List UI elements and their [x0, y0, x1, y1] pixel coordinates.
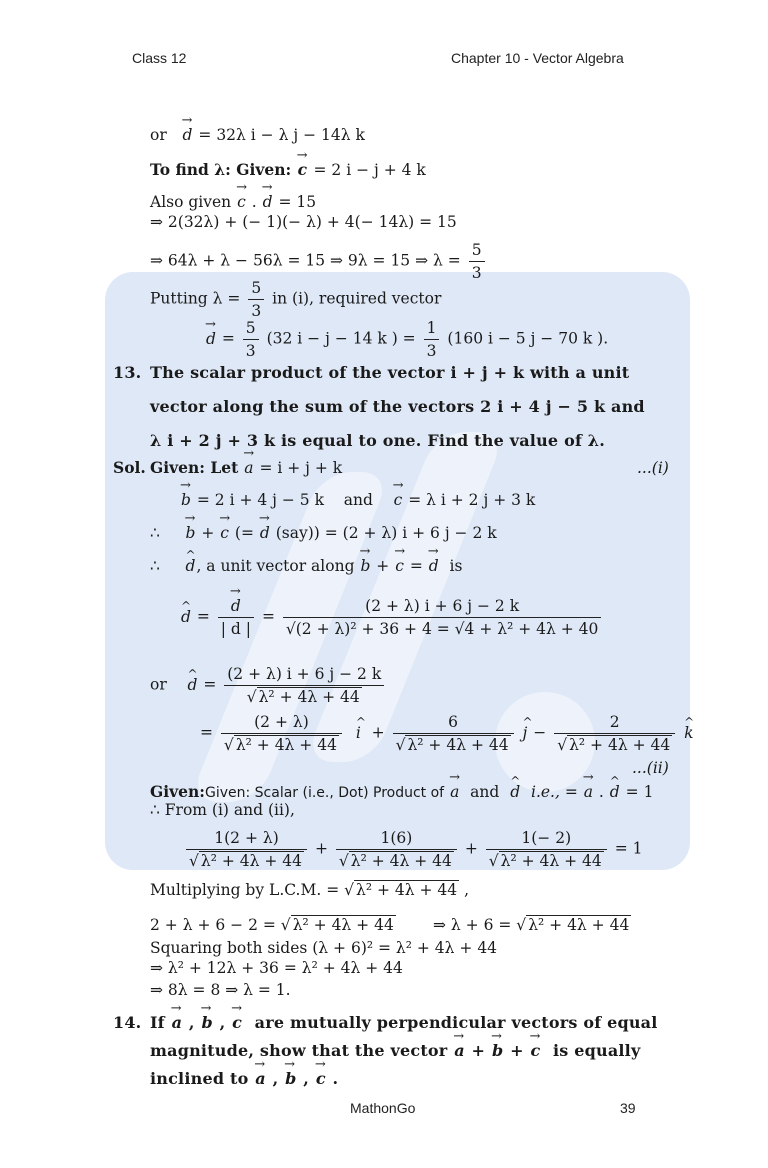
given-scalar-line: Given:Given: Scalar (i.e., Dot) Product of → a and ^ d i.e., = → a . ^ d = 1: [150, 782, 653, 803]
header-chapter: Chapter 10 - Vector Algebra: [451, 50, 624, 66]
given-a-line: Given: Let → a = i + j + k: [150, 458, 342, 478]
squaring-line: Squaring both sides (λ + 6)² = λ² + 4λ + 44: [150, 939, 498, 957]
d-hat-components: = $\frac{(2 + \lambda)}{\text{√ λ² + 4λ + 44}}$ ^ i + $\frac{6}{\text{√ λ² + 4λ + 44}}$ ^ j − $\frac{2}{\text{√ λ² + 4λ + 44}}$ ^ k: [200, 712, 695, 755]
q14-line2: magnitude, show that the vector → a + → b + → c is equally: [150, 1040, 640, 1062]
d-hat-simplified: or ^ d = $\frac{(2 + \lambda) i + 6 j - 2 k}{\text{√ λ² + 4λ + 44}}$: [150, 664, 387, 707]
lambda-solve-line: ⇒ 64λ + λ − 56λ = 15 ⇒ 9λ = 15 ⇒ λ = $\frac{5}{3}$: [150, 240, 488, 283]
given-bc-line: → b = 2 i + 4 j − 5 k and → c = λ i + 2 j + 3 k: [180, 490, 535, 510]
q13-line1: The scalar product of the vector i + j + k with a unit: [150, 363, 630, 382]
expanded-line: ⇒ λ² + 12λ + 36 = λ² + 4λ + 44: [150, 959, 403, 977]
lambda-plus-six-rhs: ⇒ λ + 6 = √ λ² + 4λ + 44: [433, 916, 630, 934]
q14-line3: inclined to → a , → b , → c .: [150, 1068, 338, 1090]
expand-line: ⇒ 2(32λ) + (− 1)(− λ) + 4(− 14λ) = 15: [150, 213, 457, 231]
lambda-plus-six-line: 2 + λ + 6 − 2 = √ λ² + 4λ + 44: [150, 916, 394, 934]
ref-ii: ...(ii): [632, 759, 669, 777]
d-hat-def-line: ^ d = → $\frac{d}{| d |}$ = $\frac{(2 + \lambda) i + 6 j - 2 k}{\text{√(2 + λ)² + 36 + 4 = √4 + λ² + 4λ + 40}}$: [180, 596, 604, 639]
answer-line: ⇒ 8λ = 8 ⇒ λ = 1.: [150, 981, 291, 999]
q13-line3: λ i + 2 j + 3 k is equal to one. Find the value of λ.: [150, 431, 605, 450]
find-lambda-line: To find λ: Given: → c = 2 i − j + 4 k: [150, 160, 426, 180]
putting-lambda-line: Putting λ = $\frac{5}{3}$ in (i), required vector: [150, 279, 442, 320]
sol-label: Sol.: [113, 458, 146, 477]
also-given-line: Also given → c . → d = 15: [150, 192, 316, 212]
ref-i: ...(i): [637, 459, 669, 477]
multiply-lcm-line: Multiplying by L.C.M. = √ λ² + 4λ + 44 ,: [150, 881, 470, 899]
page-number: 39: [620, 1100, 636, 1116]
dot-product-equation: $\frac{1(2 + \lambda)}{\text{√ λ² + 4λ + 44}}$ + $\frac{1(6)}{\text{√ λ² + 4λ + 44}}$ + $\frac{1(- 2)}{\text{√ λ² + 4λ + 44}}$ = 1: [183, 828, 643, 871]
from-line: ∴ From (i) and (ii),: [150, 801, 295, 819]
footer-brand: MathonGo: [350, 1100, 416, 1116]
unit-vector-line: ∴ ^ d, a unit vector along → b + → c = → d is: [150, 556, 462, 576]
header-class: Class 12: [132, 50, 187, 66]
q14-number: 14.: [113, 1013, 142, 1032]
b-plus-c-line: ∴ → b + → c (= → d (say)) = (2 + λ) i + 6 j − 2 k: [150, 523, 497, 543]
required-vector-line: → d = $\frac{5}{3}$ (32 i − j − 14 k ) = $\frac{1}{3}$ (160 i − 5 j − 70 k ).: [205, 318, 608, 361]
q14-line1: If → a , → b , → c are mutually perpendicular vectors of equal: [150, 1012, 658, 1034]
q13-number: 13.: [113, 363, 142, 382]
q13-line2: vector along the sum of the vectors 2 i + 4 j − 5 k and: [150, 397, 645, 416]
eq-d-vector: or → d = 32λ i − λ j − 14λ k: [150, 125, 365, 145]
